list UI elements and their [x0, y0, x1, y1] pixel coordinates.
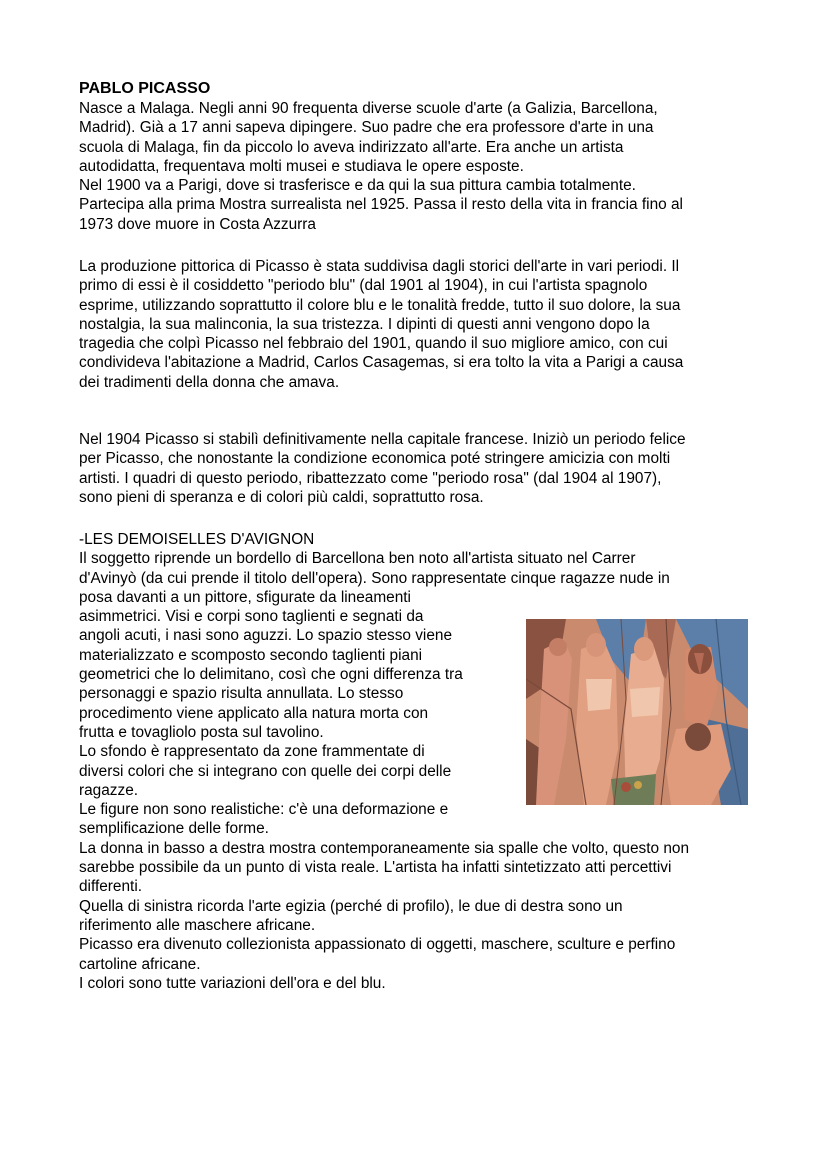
text-line: artisti. I quadri di questo periodo, ribattezzato come "periodo rosa" (dal 1904 al 1907), — [79, 469, 662, 487]
text-line: geometrici che lo delimitano, così che ogni differenza tra — [79, 666, 463, 684]
section-heading: -LES DEMOISELLES D'AVIGNON — [79, 531, 315, 548]
text-line: diversi colori che si integrano con quelle dei corpi delle — [79, 762, 452, 780]
text-line: Nel 1904 Picasso si stabilì definitivamente nella capitale francese. Iniziò un periodo felice — [79, 431, 686, 448]
text-line: dei tradimenti della donna che amava. — [79, 373, 340, 391]
text-line: Lo sfondo è rappresentato da zone frammentate di — [79, 743, 425, 761]
text-line: per Picasso, che nonostante la condizione economica poté stringere amicizia con molti — [79, 450, 671, 468]
text-line: Quella di sinistra ricorda l'arte egizia (perché di profilo), le due di destra sono un — [79, 897, 623, 915]
text-line: nostalgia, la sua malinconia, la sua tristezza. I dipinti di questi anni vengono dopo la — [79, 315, 650, 333]
text-line: riferimento alle maschere africane. — [79, 916, 316, 934]
page-title: PABLO PICASSO — [79, 80, 211, 97]
text-line: procedimento viene applicato alla natura morta con — [79, 704, 429, 722]
painting-svg — [526, 619, 748, 805]
text-line: materializzato e scomposto secondo taglienti piani — [79, 646, 423, 664]
text-line: Il soggetto riprende un bordello di Barcellona ben noto all'artista situato nel Carrer — [79, 550, 636, 568]
text-line: cartoline africane. — [79, 955, 201, 973]
text-line: La produzione pittorica di Picasso è stata suddivisa dagli storici dell'arte in vari periodi. Il — [79, 258, 680, 275]
rose-period-paragraph — [79, 430, 686, 507]
text-line: tragedia che colpì Picasso nel febbraio del 1901, quando il suo migliore amico, con cui — [79, 335, 668, 353]
intro-paragraph — [79, 99, 683, 234]
text-line: esprime, utilizzando soprattutto il colore blu e le tonalità fredde, tutto il suo dolore, la sua — [79, 296, 681, 314]
text-line: sarebbe possibile da un punto di vista reale. L'artista ha infatti sintetizzato atti percettivi — [79, 859, 672, 877]
text-line: Le figure non sono realistiche: c'è una deformazione e — [79, 801, 449, 819]
text-line: Madrid). Già a 17 anni sapeva dipingere. Suo padre che era professore d'arte in una — [79, 119, 654, 137]
text-line: Picasso era divenuto collezionista appassionato di oggetti, maschere, sculture e perfino — [79, 936, 676, 954]
text-line: asimmetrici. Visi e corpi sono taglienti e segnati da — [79, 608, 424, 626]
text-line: primo di essi è il cosiddetto "periodo blu" (dal 1901 al 1904), in cui l'artista spagnolo — [79, 277, 648, 295]
blue-period-paragraph — [79, 257, 683, 392]
text-line: posa davanti a un pittore, sfigurate da lineamenti — [79, 588, 411, 606]
text-line: Partecipa alla prima Mostra surrealista nel 1925. Passa il resto della vita in francia fino al — [79, 196, 683, 214]
text-line: Nel 1900 va a Parigi, dove si trasferisce e da qui la sua pittura cambia totalmente. — [79, 177, 636, 195]
text-line: La donna in basso a destra mostra contemporaneamente sia spalle che volto, questo non — [79, 839, 690, 857]
text-line: 1973 dove muore in Costa Azzurra — [79, 215, 316, 233]
text-line: sono pieni di speranza e di colori più caldi, soprattutto rosa. — [79, 488, 484, 506]
text-line: scuola di Malaga, fin da piccolo lo aveva indirizzato all'arte. Era anche un artista — [79, 138, 624, 156]
text-line: angoli acuti, i nasi sono aguzzi. Lo spazio stesso viene — [79, 627, 453, 645]
painting-image — [526, 619, 748, 805]
text-line: personaggi e spazio risulta annullata. Lo stesso — [79, 685, 404, 703]
text-line: ragazze. — [79, 781, 139, 799]
text-line: semplificazione delle forme. — [79, 820, 269, 838]
text-line: I colori sono tutte variazioni dell'ora e del blu. — [79, 974, 386, 992]
text-line: frutta e tovagliolo posta sul tavolino. — [79, 723, 324, 741]
text-line: autodidatta, frequentava molti musei e studiava le opere esposte. — [79, 157, 524, 175]
text-line: d'Avinyò (da cui prende il titolo dell'opera). Sono rappresentate cinque ragazze nude in — [79, 569, 670, 587]
text-line: differenti. — [79, 878, 143, 896]
text-line: condivideva l'abitazione a Madrid, Carlos Casagemas, si era tolto la vita a Parigi a causa — [79, 354, 684, 372]
text-line: Nasce a Malaga. Negli anni 90 frequenta diverse scuole d'arte (a Galizia, Barcellona, — [79, 100, 658, 117]
